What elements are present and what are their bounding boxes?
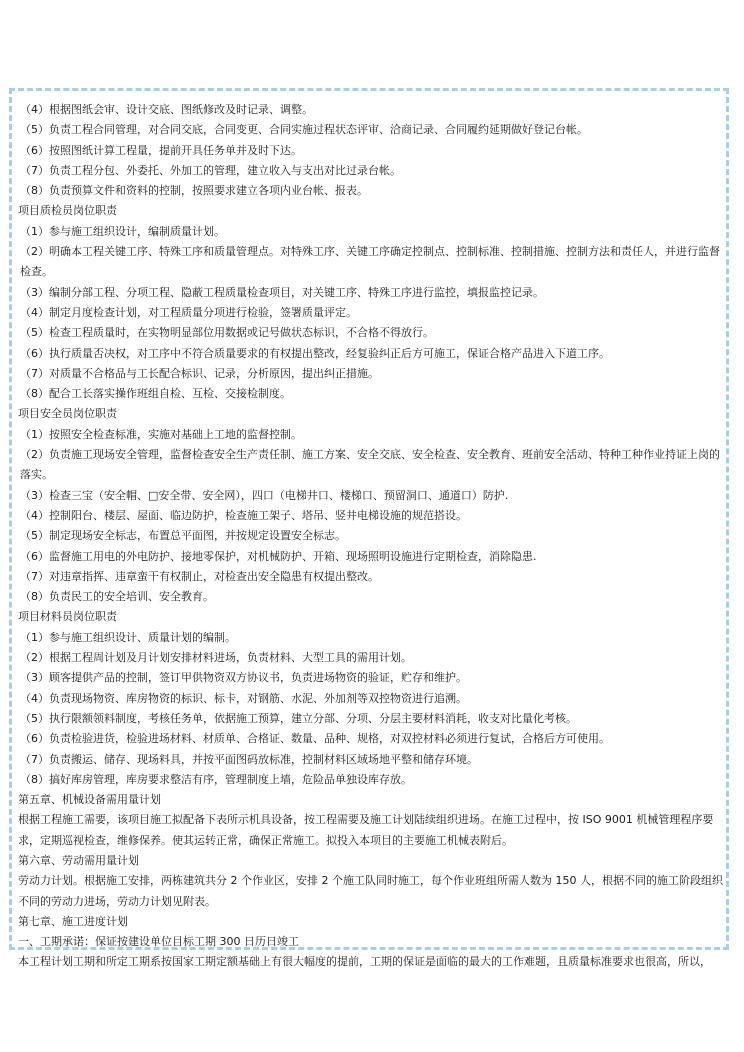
list-item: （2）根据工程周计划及月计划安排材料进场，负责材料、大型工具的需用计划。: [20, 651, 412, 665]
list-item: （7）负责搬运、储存、现场料具，并按平面图码放标准，控制材料区域场地平整和储存环境。: [20, 752, 478, 766]
list-item: （8）搞好库房管理，库房要求整洁有序，管理制度上墙，危险品单独设库存放。: [20, 772, 412, 786]
list-item: （1）参与施工组织设计、质量计划的编制。: [20, 630, 236, 644]
section-heading: 第七章、施工进度计划: [18, 914, 128, 928]
list-item: （3）编制分部工程、分项工程、隐蔽工程质量检查项目，对关键工序、特殊工序进行监控，填报监控记录。: [20, 285, 544, 299]
paragraph: 劳动力计划。根据施工安排，两栋建筑共分 2 个作业区，安排 2 个施工队同时施工，每个作业班组所需人数为 150 人，根据不同的施工阶段组织不同的劳动力进场，劳动力计划见附表。: [18, 874, 723, 908]
list-item: （6）监督施工用电的外电防护、接地零保护，对机械防护、开箱、现场照明设施进行定期检查，消除隐患.: [20, 549, 537, 563]
list-item: （6）执行质量否决权，对工序中不符合质量要求的有权提出整改，经复验纠正后方可施工，保证合格产品进入下道工序。: [20, 346, 610, 360]
section-heading: 第五章、机械设备需用量计划: [18, 793, 161, 807]
list-item: （1）参与施工组织设计，编制质量计划。: [20, 224, 225, 238]
list-item: （8）配合工长落实操作班组自检、互检、交接检制度。: [20, 387, 291, 401]
list-item: （2）负责施工现场安全管理，监督检查安全生产责任制、施工方案、安全交底、安全检查、安全教育、班前安全活动、特种工种作业持证上岗的落实。: [20, 448, 720, 482]
list-item: （5）制定现场安全标志，布置总平面图，并按规定设置安全标志。: [20, 529, 346, 543]
section-heading: 一、工期承诺：保证按建设单位目标工期 300 日历日竣工: [18, 935, 299, 949]
list-item: （4）控制阳台、楼层、屋面、临边防护，检查施工架子、塔吊、竖井电梯设施的规范搭设。: [20, 508, 467, 522]
list-item: （3）检查三宝（安全帽、□安全带、安全网），四口（电梯井口、楼梯口、预留洞口、通道口）防护.: [20, 488, 509, 502]
list-item: （4）负责现场物资、库房物资的标识、标卡，对钢筋、水泥、外加剂等双控物资进行追溯。: [20, 691, 467, 705]
list-item: （4）制定月度检查计划，对工程质量分项进行检验，签署质量评定。: [20, 305, 357, 319]
list-item: （5）执行限额领料制度，考核任务单，依据施工预算，建立分部、分项、分层主要材料消耗，收支对比量化考核。: [20, 711, 577, 725]
paragraph: 根据工程施工需要，该项目施工拟配备下表所示机具设备，按工程需要及施工计划陆续组织进场。在施工过程中，按 ISO 9001 机械管理程序要求，定期巡视检查，维修保养。使其运转正常，确保正常施工。拟投入本项目的主要施工机械表附后。: [18, 813, 714, 847]
list-item: （7）对违章指挥、违章蛮干有权制止，对检查出安全隐患有权提出整改。: [20, 569, 379, 583]
list-item: （6）按照图纸计算工程量，提前开具任务单并及时下达。: [20, 143, 302, 157]
list-item: （2）明确本工程关键工序、特殊工序和质量管理点。对特殊工序、关键工序确定控制点、控制标准、控制措施、控制方法和责任人，并进行监督检查。: [20, 245, 720, 279]
list-item: （4）根据图纸会审、设计交底、图纸修改及时记录、调整。: [20, 103, 313, 116]
list-item: （5）负责工程合同管理，对合同交底，合同变更、合同实施过程状态评审、洽商记录、合同履约延期做好登记台帐。: [20, 123, 588, 137]
section-heading: 第六章、劳动需用量计划: [18, 853, 139, 867]
section-heading: 项目材料员岗位职责: [18, 610, 117, 624]
list-item: （1）按照安全检查标准，实施对基础上工地的监督控制。: [20, 427, 302, 441]
document-body: [18, 100, 730, 973]
section-heading: 项目质检员岗位职责: [18, 204, 117, 218]
list-item: （8）负责预算文件和资料的控制，按照要求建立各项内业台帐、报表。: [20, 184, 368, 198]
list-item: （7）对质量不合格品与工长配合标识、记录，分析原因，提出纠正措施。: [20, 366, 379, 380]
list-item: （6）负责检验进货，检验进场材料、材质单、合格证、数量、品种、规格，对双控材料必须进行复试，合格后方可使用。: [20, 732, 610, 746]
list-item: （5）检查工程质量时，在实物明显部位用数据或记号做状态标识，不合格不得放行。: [20, 326, 434, 340]
section-heading: 项目安全员岗位职责: [18, 407, 117, 421]
paragraph: 本工程计划工期和所定工期系按国家工期定额基础上有很大幅度的提前，工期的保证是面临的最大的工作难题，且质量标准要求也很高，所以，: [18, 955, 711, 969]
list-item: （7）负责工程分包、外委托、外加工的管理，建立收入与支出对比过录台帐。: [20, 163, 401, 177]
list-item: （3）顾客提供产品的控制，签订甲供物资双方协议书，负责进场物资的验证，贮存和维护。: [20, 671, 467, 685]
list-item: （8）负责民工的安全培训、安全教育。: [20, 590, 214, 604]
